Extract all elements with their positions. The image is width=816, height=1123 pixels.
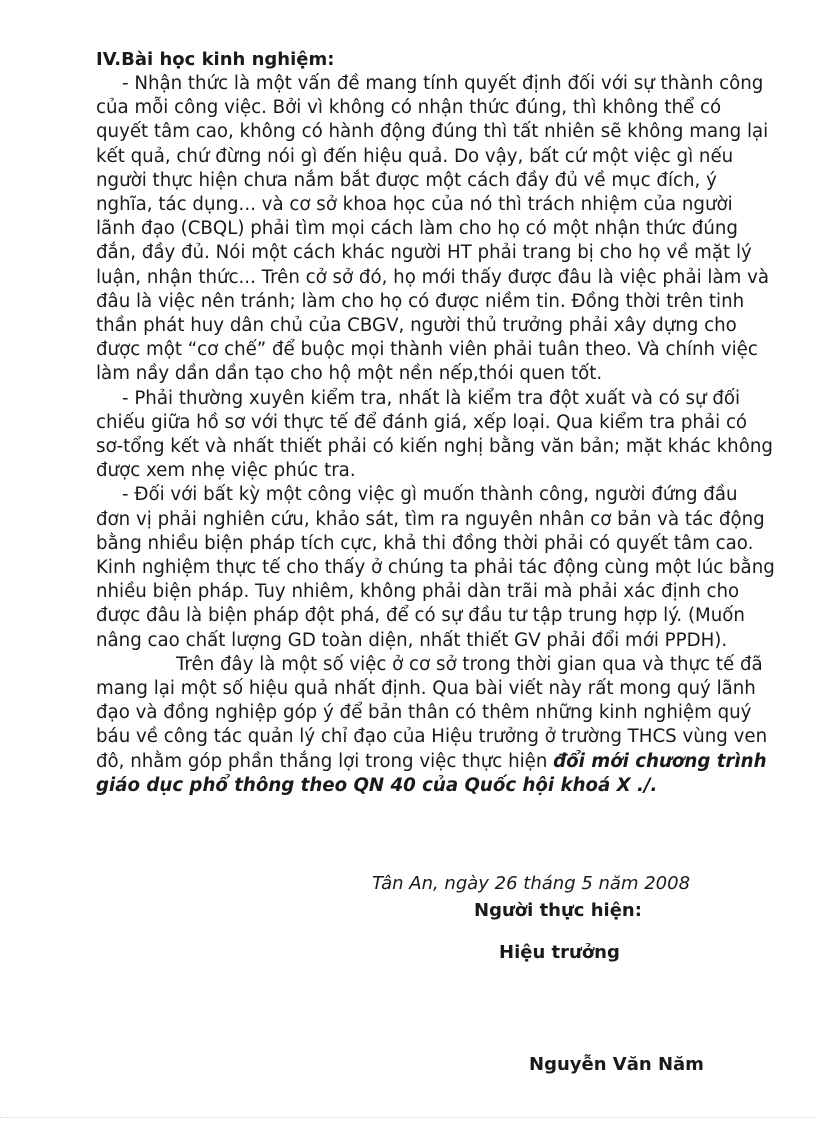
lesson-paragraph-2: - Phải thường xuyên kiểm tra, nhất là kiểm tra đột xuất và có sự đối chiếu giữa hồ sơ với thực tế để đánh giá, xếp loại. Qua kiểm tra phải có sơ-tổng kết và nhất thiết phải có kiến nghị bằng văn bản; mặt khác không được xem nhẹ việc phúc tra. — [96, 387, 773, 482]
closing-text: Trên đây là một số việc ở cơ sở trong thời gian qua và thực tế đã mang lại một số hiệu quả nhất định. Qua bài viết này rất mong quý lãnh đạo và đồng nghiệp góp ý để bản thân có thêm những kinh nghiệm quý báu về công tác quản lý chỉ đạo của Hiệu trưởng ở trường THCS vùng ven đô, nhằm góp phần thắng lợi trong việc thực hiện — [96, 653, 768, 772]
page-bottom-divider — [0, 1117, 816, 1118]
signer-title: Hiệu trưởng — [499, 942, 620, 963]
closing-emphasis: đổi mới chương trình giáo dục phổ thông theo QN 40 của Quốc hội khoá X ./. — [96, 750, 767, 796]
signature-date: Tân An, ngày 26 tháng 5 năm 2008 — [372, 873, 691, 894]
section-heading: IV.Bài học kinh nghiệm: — [96, 49, 335, 70]
signer-role: Người thực hiện: — [474, 900, 642, 921]
signer-name: Nguyễn Văn Năm — [529, 1054, 704, 1075]
closing-paragraph — [96, 653, 776, 798]
lesson-paragraph-1: - Nhận thức là một vấn đề mang tính quyết định đối với sự thành công của mỗi công việc. Bởi vì không có nhận thức đúng, thì không thể có quyết tâm cao, không có hành động đúng thì tất nhiên sẽ không mang lại kết quả, chứ đừng nói gì đến hiệu quả. Do vậy, bất cứ một việc gì nếu người thực hiện chưa nắm bắt được một cách đầy đủ về mục đích, ý nghĩa, tác dụng... và cơ sở khoa học của nó thì trách nhiệm của người lãnh đạo (CBQL) phải tìm mọi cách làm cho họ có một nhận thức đúng đắn, đầy đủ. Nói một cách khác người HT phải trang bị cho họ về mặt lý luận, nhận thức... Trên cở sở đó, họ mới thấy được đâu là việc phải làm và đâu là việc nên tránh; làm cho họ có được niềm tin. Đồng thời trên tinh thần phát huy dân chủ của CBGV, người thủ trưởng phải xây dựng cho được một “cơ chế” để buộc mọi thành viên phải tuân theo. Và chính việc làm nầy dần dần tạo cho hộ một nền nếp,thói quen tốt. — [96, 73, 770, 385]
document-body — [96, 48, 776, 798]
lesson-paragraph-3: - Đối với bất kỳ một công việc gì muốn thành công, người đứng đầu đơn vị phải nghiên cứu, khảo sát, tìm ra nguyên nhân cơ bản và tác động bằng nhiều biện pháp tích cực, khả thi đồng thời phải có quyết tâm cao. Kinh nghiệm thực tế cho thấy ở chúng ta phải tác động cùng một lúc bằng nhiều biện pháp. Tuy nhiêm, không phải dàn trãi mà phải xác định cho được đâu là biện pháp đột phá, để có sự đầu tư tập trung hợp lý. (Muốn nâng cao chất lượng GD toàn diện, nhất thiết GV phải đổi mới PPDH). — [96, 484, 775, 651]
